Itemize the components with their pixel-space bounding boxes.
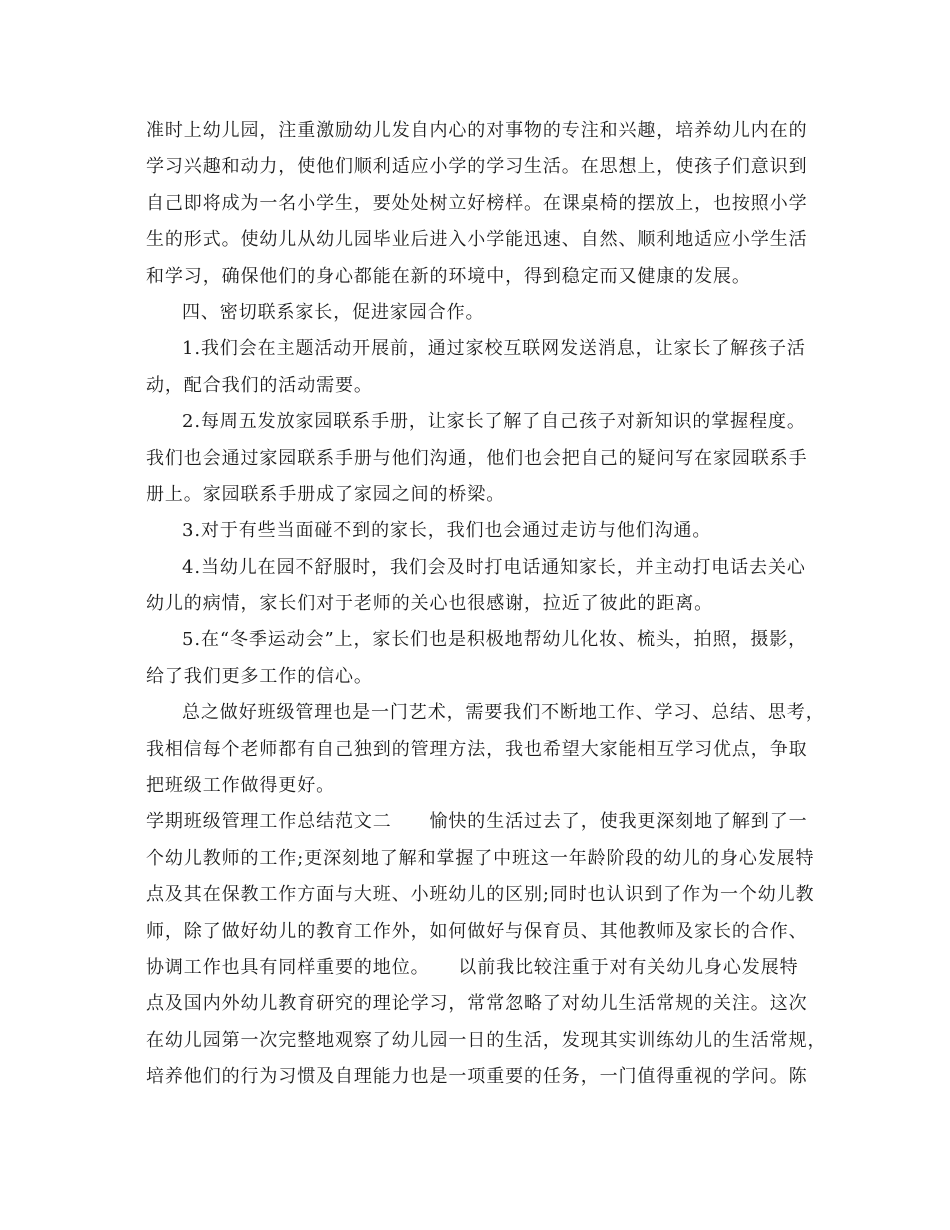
text-line: 点及国内外幼儿教育研究的理论学习，常常忽略了对幼儿生活常规的关注。这次 (146, 993, 808, 1015)
text-line: 2.每周五发放家园联系手册，让家长了解了自己孩子对新知识的掌握程度。 (182, 411, 806, 433)
text-line: 册上。家园联系手册成了家园之间的桥梁。 (146, 483, 506, 505)
text-line: 5.在“冬季运动会”上，家长们也是积极地帮幼儿化妆、梳头，拍照，摄影， (182, 629, 808, 651)
text-line: 我们也会通过家园联系手册与他们沟通，他们也会把自己的疑问写在家园联系手 (146, 447, 808, 469)
text-line: 给了我们更多工作的信心。 (146, 665, 373, 687)
document-body (146, 113, 827, 1096)
text-line: 把班级工作做得更好。 (146, 775, 335, 797)
text-line: 总之做好班级管理也是一门艺术，需要我们不断地工作、学习、总结、思考， (182, 702, 825, 724)
text-line: 4.当幼儿在园不舒服时，我们会及时打电话通知家长，并主动打电话去关心 (182, 556, 806, 578)
text-line: 四、密切联系家长，促进家园合作。 (182, 301, 485, 323)
text-line: 自己即将成为一名小学生，要处处树立好榜样。在课桌椅的摆放上，也按照小学 (146, 192, 808, 214)
text-line: 3.对于有些当面碰不到的家长，我们也会通过走访与他们沟通。 (182, 520, 712, 542)
text-line: 幼儿的病情，家长们对于老师的关心也很感谢，拉近了彼此的距离。 (146, 593, 713, 615)
text-line: 点及其在保教工作方面与大班、小班幼儿的区别;同时也认识到了作为一个幼儿教 (146, 884, 815, 906)
text-line: 协调工作也具有同样重要的地位。 以前我比较注重于对有关幼儿身心发展特 (146, 956, 799, 978)
text-line: 我相信每个老师都有自己独到的管理方法，我也希望大家能相互学习优点，争取 (146, 738, 808, 760)
text-line: 1.我们会在主题活动开展前，通过家校互联网发送消息，让家长了解孩子活 (182, 338, 806, 360)
text-line: 个幼儿教师的工作;更深刻地了解和掌握了中班这一年龄阶段的幼儿的身心发展特 (146, 847, 815, 869)
text-line: 在幼儿园第一次完整地观察了幼儿园一日的生活，发现其实训练幼儿的生活常规， (146, 1029, 827, 1051)
text-line: 和学习，确保他们的身心都能在新的环境中，得到稳定而又健康的发展。 (146, 265, 751, 287)
text-line: 准时上幼儿园，注重激励幼儿发自内心的对事物的专注和兴趣，培养幼儿内在的 (146, 120, 808, 141)
text-line: 师，除了做好幼儿的教育工作外，如何做好与保育员、其他教师及家长的合作、 (146, 920, 808, 942)
text-line: 学习兴趣和动力，使他们顺利适应小学的学习生活。在思想上，使孩子们意识到 (146, 156, 808, 178)
text-line: 动，配合我们的活动需要。 (146, 374, 373, 396)
text-line: 生的形式。使幼儿从幼儿园毕业后进入小学能迅速、自然、顺利地适应小学生活 (146, 229, 808, 251)
text-line: 学期班级管理工作总结范文二 愉快的生活过去了，使我更深刻地了解到了一 (146, 811, 808, 833)
text-line: 培养他们的行为习惯及自理能力也是一项重要的任务，一门值得重视的学问。陈 (146, 1066, 808, 1088)
